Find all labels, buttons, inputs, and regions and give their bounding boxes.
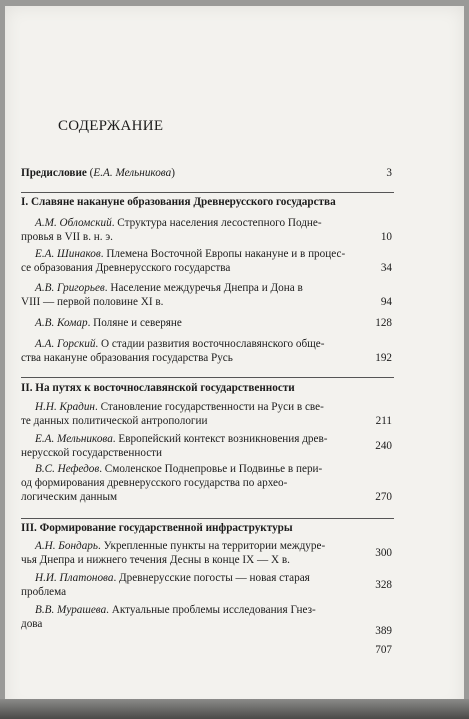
entry-title: . Поляне и северяне	[87, 317, 182, 329]
page-number: 34	[380, 262, 392, 274]
section-title: I. Славяне накануне образования Древнерусского государства	[21, 196, 336, 208]
page-number: 128	[375, 317, 392, 329]
entry-title: . Становление государственности на Руси в све-	[94, 401, 324, 413]
entry-author: А.В. Григорьев	[35, 282, 105, 294]
book-page: СОДЕРЖАНИЕ Предисловие (Е.А. Мельникова) 3 I. Славяне накануне образования Древнерусского государства А.М. Обломский. Структура населения лесостепного Подне- провья в VII в. н. э. 10 Е.А. Шинаков. Племена Восточной Европы накануне и в процес- се образования Древнерусского государства 34 А.В. Григорьев. Население междуречья Днепра и Дона в VIII — первой половине XI в. 94 А.В. Комар. Поляне и северяне 128 А.А. Горский. О стадии развития восточнославянского обще- ства накануне образования государства Русь 192 II. На путях к восточнославянской государственности Н.Н. Крадин. Становление государственности на Руси в све- те данных политической антропологии 211 Е.А. Мельникова. Европейский контекст возникновения древ- нерусской государственности 240 В.С. Нефедов. Смоленское Поднепровье и Подвинье в пери- од формирования древнерусского государства по архео- логическим данным 270 III. Формирование государственной инфраструктуры А.Н. Бондарь. Укрепленные пункты на территории междуре- чья Днепра и нижнего течения Десны в конце IX — X в. 300 Н.И. Платонова. Древнерусские погосты — новая старая проблема 328 В.В. Мурашева. Актуальные проблемы исследования Гнез- дова 389 707	[5, 6, 464, 711]
entry-title-cont: се образования Древнерусского государства	[21, 262, 231, 274]
preface-label: Предисловие	[21, 167, 87, 179]
entry-author: Н.Н. Крадин	[35, 401, 95, 413]
page-number: 192	[375, 352, 392, 364]
entry-author: А.В. Комар	[35, 317, 88, 329]
page-title: СОДЕРЖАНИЕ	[58, 118, 164, 134]
entry-author: Е.А. Мельникова	[35, 433, 113, 445]
section-divider	[21, 377, 394, 378]
entry-title: . Племена Восточной Европы накануне и в процес-	[100, 248, 346, 260]
page-edge-shadow	[0, 699, 469, 719]
page-number: 328	[375, 579, 392, 591]
section-divider	[21, 518, 394, 519]
entry-title: . Актуальные проблемы исследования Гнез-	[106, 604, 316, 616]
entry-title: . О стадии развития восточнославянского обще-	[95, 338, 325, 350]
page-number: 240	[375, 440, 392, 452]
entry-title-cont: провья в VII в. н. э.	[21, 231, 113, 243]
entry-author: В.С. Нефедов	[35, 463, 100, 475]
page-number: 3	[386, 167, 392, 179]
preface-author: Е.А. Мельникова	[93, 167, 172, 179]
entry-author: А.А. Горский	[35, 338, 96, 350]
entry-title: . Смоленское Поднепровье и Подвинье в пери-	[99, 463, 323, 475]
entry-title: . Европейский контекст возникновения древ-	[112, 433, 328, 445]
section-title: II. На путях к восточнославянской государственности	[21, 382, 295, 394]
entry-title-cont: дова	[21, 618, 43, 630]
entry-title-cont: нерусской государственности	[21, 447, 163, 459]
entry-title: . Структура населения лесостепного Подне-	[111, 217, 322, 229]
entry-title-cont: ства накануне образования государства Русь	[21, 352, 233, 364]
page-number: 10	[380, 231, 392, 243]
entry-title-cont: VIII — первой половине XI в.	[21, 296, 164, 308]
entry-author: А.М. Обломский	[35, 217, 112, 229]
entry-author: А.Н. Бондарь	[35, 540, 98, 552]
section-divider	[21, 192, 394, 193]
entry-title-cont: од формирования древнерусского государства по архео-	[21, 477, 288, 489]
page-number: 389	[375, 625, 392, 637]
entry-title: . Древнерусские погосты — новая старая	[113, 572, 310, 584]
section-title: III. Формирование государственной инфраструктуры	[21, 522, 293, 534]
page-number: 707	[375, 644, 392, 656]
page-number: 211	[375, 415, 392, 427]
entry-author: Н.И. Платонова	[35, 572, 114, 584]
entry-author: Е.А. Шинаков	[35, 248, 101, 260]
entry-title-cont: логическим данным	[21, 491, 118, 503]
entry-title: . Население междуречья Днепра и Дона в	[104, 282, 303, 294]
entry-title: . Укрепленные пункты на территории междуре-	[97, 540, 326, 552]
entry-author: В.В. Мурашева	[35, 604, 107, 616]
page-number: 300	[375, 547, 392, 559]
entry-title-cont: чья Днепра и нижнего течения Десны в конце IX — X в.	[21, 554, 290, 566]
entry-title-cont: те данных политической антропологии	[21, 415, 208, 427]
entry-title-cont: проблема	[21, 586, 67, 598]
page-number: 94	[380, 296, 392, 308]
page-number: 270	[375, 491, 392, 503]
